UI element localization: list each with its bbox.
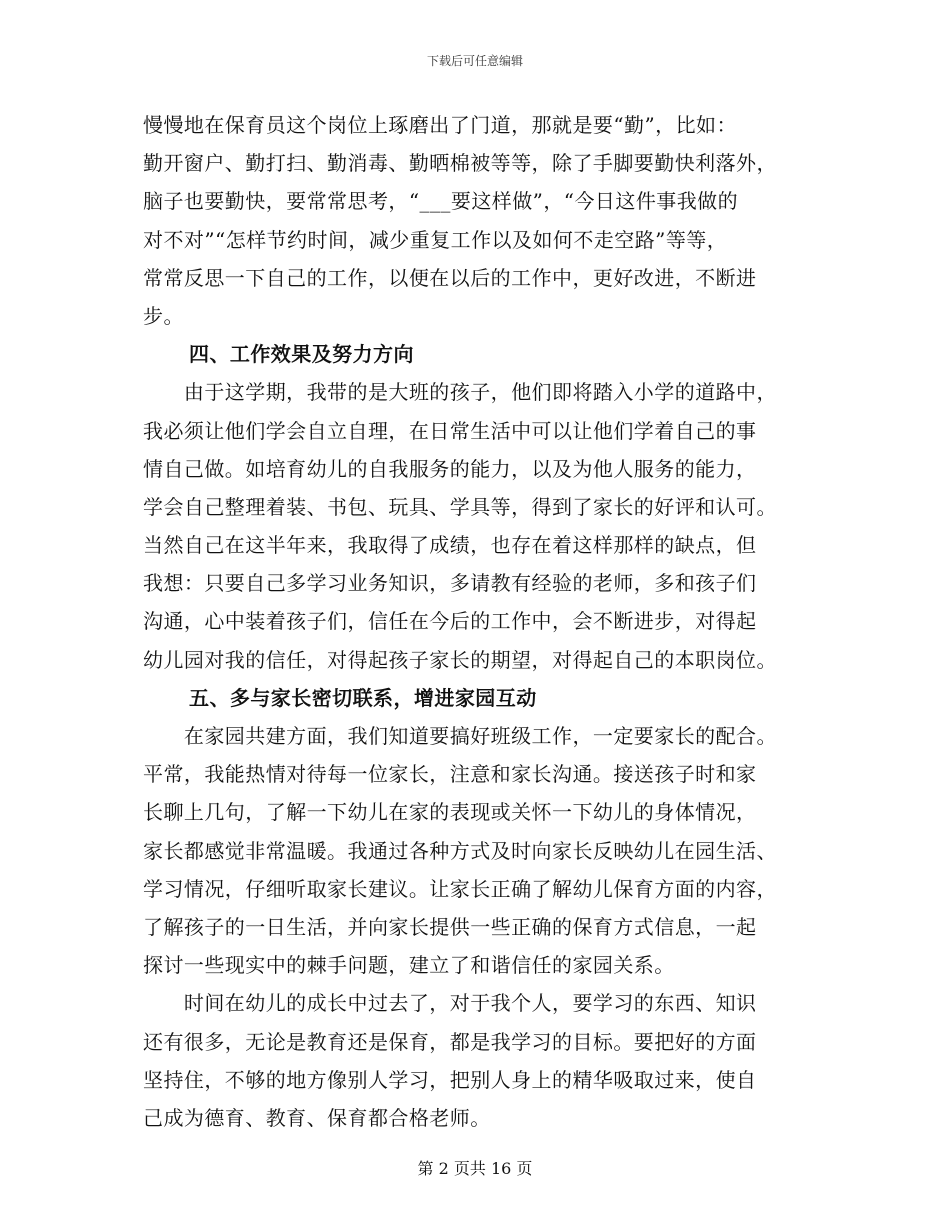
paragraph-line: 坚持住，不够的地方像别人学习，把别人身上的精华吸取过来，使自: [143, 1067, 757, 1092]
section-heading: 五、多与家长密切联系，增进家园互动: [189, 685, 537, 710]
paragraph-line: 在家园共建方面，我们知道要搞好班级工作，一定要家长的配合。: [143, 724, 777, 748]
paragraph-line: 学习情况，仔细听取家长建议。让家长正确了解幼儿保育方面的内容，: [143, 876, 777, 901]
paragraph-line: 我想：只要自己多学习业务知识，多请教有经验的老师，多和孩子们: [143, 571, 757, 596]
paragraph-line: 步。: [143, 303, 184, 328]
section-heading: 四、工作效果及努力方向: [189, 342, 414, 367]
paragraph-line: 还有很多，无论是教育还是保育，都是我学习的目标。要把好的方面: [143, 1029, 757, 1054]
paragraph-line: 勤开窗户、勤打扫、勤消毒、勤晒棉被等等，除了手脚要勤快利落外，: [143, 151, 777, 176]
paragraph-line: 我必须让他们学会自立自理，在日常生活中可以让他们学着自己的事: [143, 418, 757, 443]
page-footer: 第 2 页共 16 页: [417, 1159, 533, 1178]
page-header: 下载后可任意编辑: [426, 54, 523, 68]
paragraph-line: 对不对”“怎样节约时间，减少重复工作以及如何不走空路”等等，: [143, 227, 728, 252]
paragraph-line: 情自己做。如培育幼儿的自我服务的能力，以及为他人服务的能力，: [143, 456, 757, 481]
paragraph-line: 沟通，心中装着孩子们，信任在今后的工作中，会不断进步，对得起: [143, 609, 757, 634]
paragraph-line: 当然自己在这半年来，我取得了成绩，也存在着这样那样的缺点，但: [143, 533, 757, 558]
paragraph-line: 脑子也要勤快，要常常思考，“___要这样做”，“今日这件事我做的: [143, 189, 739, 214]
paragraph-line: 长聊上几句，了解一下幼儿在家的表现或关怀一下幼儿的身体情况，: [143, 800, 757, 825]
paragraph-line: 探讨一些现实中的棘手问题，建立了和谐信任的家园关系。: [143, 953, 675, 978]
paragraph-line: 常常反思一下自己的工作，以便在以后的工作中，更好改进，不断进: [143, 265, 757, 290]
paragraph-line: 家长都感觉非常温暖。我通过各种方式及时向家长反映幼儿在园生活、: [143, 838, 777, 863]
paragraph-line: 时间在幼儿的成长中过去了，对于我个人，要学习的东西、知识: [143, 991, 757, 1016]
paragraph-line: 学会自己整理着装、书包、玩具、学具等，得到了家长的好评和认可。: [143, 494, 777, 519]
paragraph-line: 慢慢地在保育员这个岗位上琢磨出了门道，那就是要“勤”，比如：: [143, 113, 737, 137]
document-body: [143, 106, 808, 1137]
paragraph-line: 幼儿园对我的信任，对得起孩子家长的期望，对得起自己的本职岗位。: [143, 647, 777, 672]
paragraph-line: 由于这学期，我带的是大班的孩子，他们即将踏入小学的道路中，: [143, 380, 777, 405]
paragraph-line: 平常，我能热情对待每一位家长，注意和家长沟通。接送孩子时和家: [143, 762, 757, 787]
paragraph-line: 了解孩子的一日生活，并向家长提供一些正确的保育方式信息，一起: [143, 914, 757, 939]
paragraph-line: 己成为德育、教育、保育都合格老师。: [143, 1105, 491, 1130]
